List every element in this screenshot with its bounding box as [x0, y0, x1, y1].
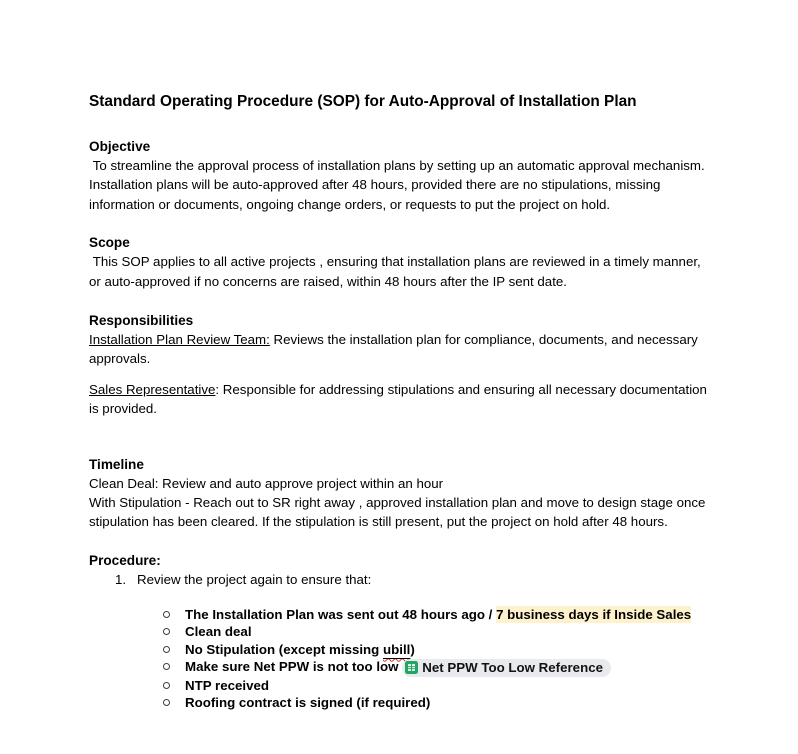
timeline-clean-deal: Clean Deal: Review and auto approve project within an hour: [89, 475, 444, 491]
sales-rep-colon: :: [215, 381, 220, 397]
hollow-bullet-icon: [163, 699, 170, 706]
checklist-item-text: Make sure Net PPW is not too low: [185, 659, 403, 675]
hollow-bullet-icon: [163, 663, 170, 670]
responsibility-sales-rep: [89, 380, 711, 419]
section-heading-objective: Objective: [89, 139, 151, 154]
procedure-step-1: [89, 570, 707, 589]
checklist-item-text: The Installation Plan was sent out 48 hours ago /: [185, 606, 497, 622]
step-number: 1.: [115, 571, 127, 587]
section-heading-responsibilities: Responsibilities: [89, 313, 194, 329]
sales-rep-description: Responsible for addressing stipulations and ensuring all necessary documentation is provided.: [89, 381, 711, 417]
review-team-role: Installation Plan Review Team:: [89, 332, 270, 348]
section-heading-procedure: Procedure:: [89, 552, 161, 568]
google-sheets-icon: [405, 661, 418, 674]
section-heading-timeline: Timeline: [89, 456, 144, 472]
checklist-item-ntp: [89, 677, 707, 694]
checklist-item-ip-sent: [89, 606, 707, 623]
highlighted-text: 7 business days if Inside Sales: [496, 606, 692, 622]
checklist-item-suffix: ): [410, 641, 415, 657]
hollow-bullet-icon: [163, 611, 170, 618]
timeline-with-stipulation: With Stipulation - Reach out to SR right away , approved installation plan and move to design stage once stipulation has been cleared. If the stipulation is still present, put the project on hold after 48 hours.: [89, 495, 710, 530]
hollow-bullet-icon: [163, 682, 170, 689]
hollow-bullet-icon: [163, 628, 170, 635]
checklist-item-no-stipulation: [89, 641, 707, 658]
checklist-item-text: Roofing contract is signed (if required): [185, 695, 431, 710]
hollow-bullet-icon: [163, 646, 170, 653]
checklist-item-net-ppw: [89, 658, 707, 677]
scope-body: This SOP applies to all active projects , ensuring that installation plans are reviewed in a timely manner, or auto-approved if no concerns are raised, within 48 hours after the IP sent date.: [89, 254, 705, 289]
checklist-item-roofing: [89, 694, 707, 711]
page-title: Standard Operating Procedure (SOP) for Auto-Approval of Installation Plan: [89, 93, 637, 110]
review-team-description: Reviews the installation plan for compliance, documents, and necessary approvals.: [89, 332, 702, 367]
sales-rep-role: Sales Representative: [89, 381, 216, 397]
procedure-checklist: [89, 606, 707, 712]
misspelled-word-wrap: [383, 642, 410, 657]
step-text: Review the project again to ensure that:: [137, 571, 372, 587]
checklist-item-clean-deal: [89, 623, 707, 640]
checklist-item-text: No Stipulation (except missing: [185, 641, 383, 657]
checklist-item-text: Clean deal: [185, 624, 252, 640]
chip-label: Net PPW Too Low Reference: [422, 659, 603, 675]
sheets-smart-chip[interactable]: [402, 659, 611, 677]
objective-body: To streamline the approval process of installation plans by setting up an automatic approval mechanism. Installation plans will be auto-approved after 48 hours, provided there are no stipulations, missing information or documents, ongoing change orders, or requests to put the project on hold.: [89, 158, 709, 212]
checklist-item-text: NTP received: [185, 677, 270, 693]
responsibility-review-team: [89, 330, 707, 369]
misspelled-word: ubill: [383, 641, 411, 657]
section-heading-scope: Scope: [89, 235, 130, 251]
